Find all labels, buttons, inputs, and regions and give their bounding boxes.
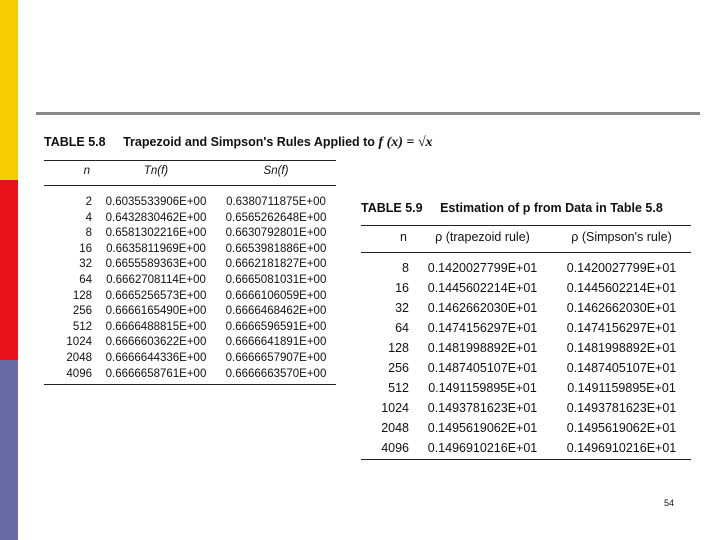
column-header-n: n <box>83 165 90 177</box>
cell-value: 0.6666603622E+00 <box>105 336 207 349</box>
table-5-8 <box>44 160 336 385</box>
table-5-8-body <box>44 186 336 385</box>
table-5-9-body <box>361 253 691 460</box>
title-divider <box>36 112 700 115</box>
cell-value: 0.1420027799E+01 <box>427 261 538 275</box>
cell-value: 0.6565262648E+00 <box>225 211 327 224</box>
table-5-8-number: TABLE 5.8 <box>44 135 106 149</box>
cell-value: 0.1462662030E+01 <box>427 301 538 315</box>
cell-n: 128 <box>72 289 92 302</box>
cell-value: 0.1496910216E+01 <box>427 441 538 455</box>
cell-value: 0.6666657907E+00 <box>225 351 327 364</box>
cell-value: 0.1495619062E+01 <box>427 421 538 435</box>
cell-n: 8 <box>402 261 409 275</box>
column-header-rho-simpson: ρ (Simpson's rule) <box>571 230 672 244</box>
table-row <box>361 298 691 318</box>
table-row <box>44 225 336 241</box>
cell-n: 1024 <box>381 401 409 415</box>
cell-value: 0.6666663570E+00 <box>225 367 327 380</box>
cell-value: 0.6581302216E+00 <box>105 227 207 240</box>
cell-n: 512 <box>388 381 409 395</box>
cell-value: 0.6666644336E+00 <box>105 351 207 364</box>
table-row <box>44 272 336 288</box>
table-5-8-caption <box>44 135 433 151</box>
accent-bar-yellow <box>0 0 18 180</box>
table-row <box>361 378 691 398</box>
table-5-9 <box>361 225 691 460</box>
column-header-rho-trapezoid: ρ (trapezoid rule) <box>435 230 530 244</box>
table-header-row <box>44 161 336 186</box>
table-row <box>361 253 691 279</box>
cell-value: 0.1445602214E+01 <box>566 281 677 295</box>
cell-value: 0.1491159895E+01 <box>428 381 537 395</box>
cell-value: 0.1493781623E+01 <box>427 401 538 415</box>
table-row <box>44 257 336 273</box>
cell-value: 0.1445602214E+01 <box>427 281 538 295</box>
table-5-9-number: TABLE 5.9 <box>361 201 423 215</box>
cell-n: 64 <box>79 273 92 286</box>
cell-value: 0.6666165490E+00 <box>105 305 207 318</box>
cell-value: 0.6666106059E+00 <box>225 289 327 302</box>
cell-value: 0.6653981886E+00 <box>225 242 327 255</box>
cell-value: 0.1487405107E+01 <box>427 361 538 375</box>
table-row <box>44 303 336 319</box>
cell-n: 16 <box>79 242 92 255</box>
cell-n: 8 <box>85 227 92 240</box>
table-header-row <box>361 226 691 253</box>
cell-n: 4096 <box>66 367 92 380</box>
cell-value: 0.1487405107E+01 <box>566 361 677 375</box>
cell-value: 0.6666488815E+00 <box>105 320 207 333</box>
cell-value: 0.6666658761E+00 <box>105 367 207 380</box>
cell-value: 0.1491159895E+01 <box>567 381 676 395</box>
cell-value: 0.6662181827E+00 <box>225 258 327 271</box>
table-row <box>44 335 336 351</box>
cell-n: 64 <box>395 321 409 335</box>
table-5-9-title: Estimation of p from Data in Table 5.8 <box>440 201 663 215</box>
cell-value: 0.6035533906E+00 <box>105 196 207 208</box>
cell-value: 0.1474156297E+01 <box>427 321 538 335</box>
table-5-9-caption <box>361 201 663 215</box>
cell-value: 0.1493781623E+01 <box>566 401 677 415</box>
cell-value: 0.6665081031E+00 <box>225 273 327 286</box>
cell-n: 32 <box>395 301 409 315</box>
cell-value: 0.6380711875E+00 <box>226 196 326 208</box>
cell-value: 0.6666468462E+00 <box>225 305 327 318</box>
cell-value: 0.6662708114E+00 <box>106 273 206 286</box>
column-header-n: n <box>400 230 407 244</box>
cell-value: 0.1481998892E+01 <box>566 341 677 355</box>
table-row <box>361 338 691 358</box>
cell-n: 32 <box>79 258 92 271</box>
cell-value: 0.1420027799E+01 <box>566 261 677 275</box>
cell-value: 0.6666596591E+00 <box>225 320 327 333</box>
cell-n: 4 <box>85 211 92 224</box>
cell-n: 256 <box>72 305 92 318</box>
cell-value: 0.6666641891E+00 <box>225 336 327 349</box>
cell-value: 0.1481998892E+01 <box>427 341 538 355</box>
cell-value: 0.1495619062E+01 <box>566 421 677 435</box>
cell-value: 0.1462662030E+01 <box>566 301 677 315</box>
cell-n: 2048 <box>381 421 409 435</box>
cell-n: 2048 <box>66 351 92 364</box>
cell-n: 256 <box>388 361 409 375</box>
table-row <box>361 398 691 418</box>
cell-value: 0.6630792801E+00 <box>225 227 327 240</box>
cell-n: 2 <box>85 196 92 208</box>
table-row <box>44 241 336 257</box>
cell-n: 128 <box>388 341 409 355</box>
page-number: 54 <box>664 498 675 508</box>
table-5-8-formula: f (x) = √x <box>378 135 433 150</box>
table-row <box>44 288 336 304</box>
accent-bar-red <box>0 180 18 360</box>
table-row <box>44 350 336 366</box>
table-row <box>361 438 691 460</box>
table-row <box>44 186 336 210</box>
cell-value: 0.1474156297E+01 <box>566 321 677 335</box>
cell-value: 0.6432830462E+00 <box>105 211 207 224</box>
cell-n: 1024 <box>66 336 92 349</box>
table-row <box>361 318 691 338</box>
column-header-trapezoid: Tn(f) <box>143 165 169 177</box>
column-header-simpson: Sn(f) <box>263 165 289 177</box>
table-row <box>44 319 336 335</box>
table-row <box>44 366 336 384</box>
table-row <box>361 358 691 378</box>
cell-value: 0.6635811969E+00 <box>106 242 206 255</box>
cell-n: 16 <box>395 281 409 295</box>
cell-n: 4096 <box>381 441 409 455</box>
cell-value: 0.6655589363E+00 <box>105 258 207 271</box>
table-row <box>361 418 691 438</box>
cell-n: 512 <box>72 320 92 333</box>
cell-value: 0.6665256573E+00 <box>105 289 207 302</box>
table-row <box>44 210 336 226</box>
accent-bar-blue <box>0 360 18 540</box>
cell-value: 0.1496910216E+01 <box>566 441 677 455</box>
table-row <box>361 278 691 298</box>
table-5-8-title: Trapezoid and Simpson's Rules Applied to <box>123 135 375 149</box>
